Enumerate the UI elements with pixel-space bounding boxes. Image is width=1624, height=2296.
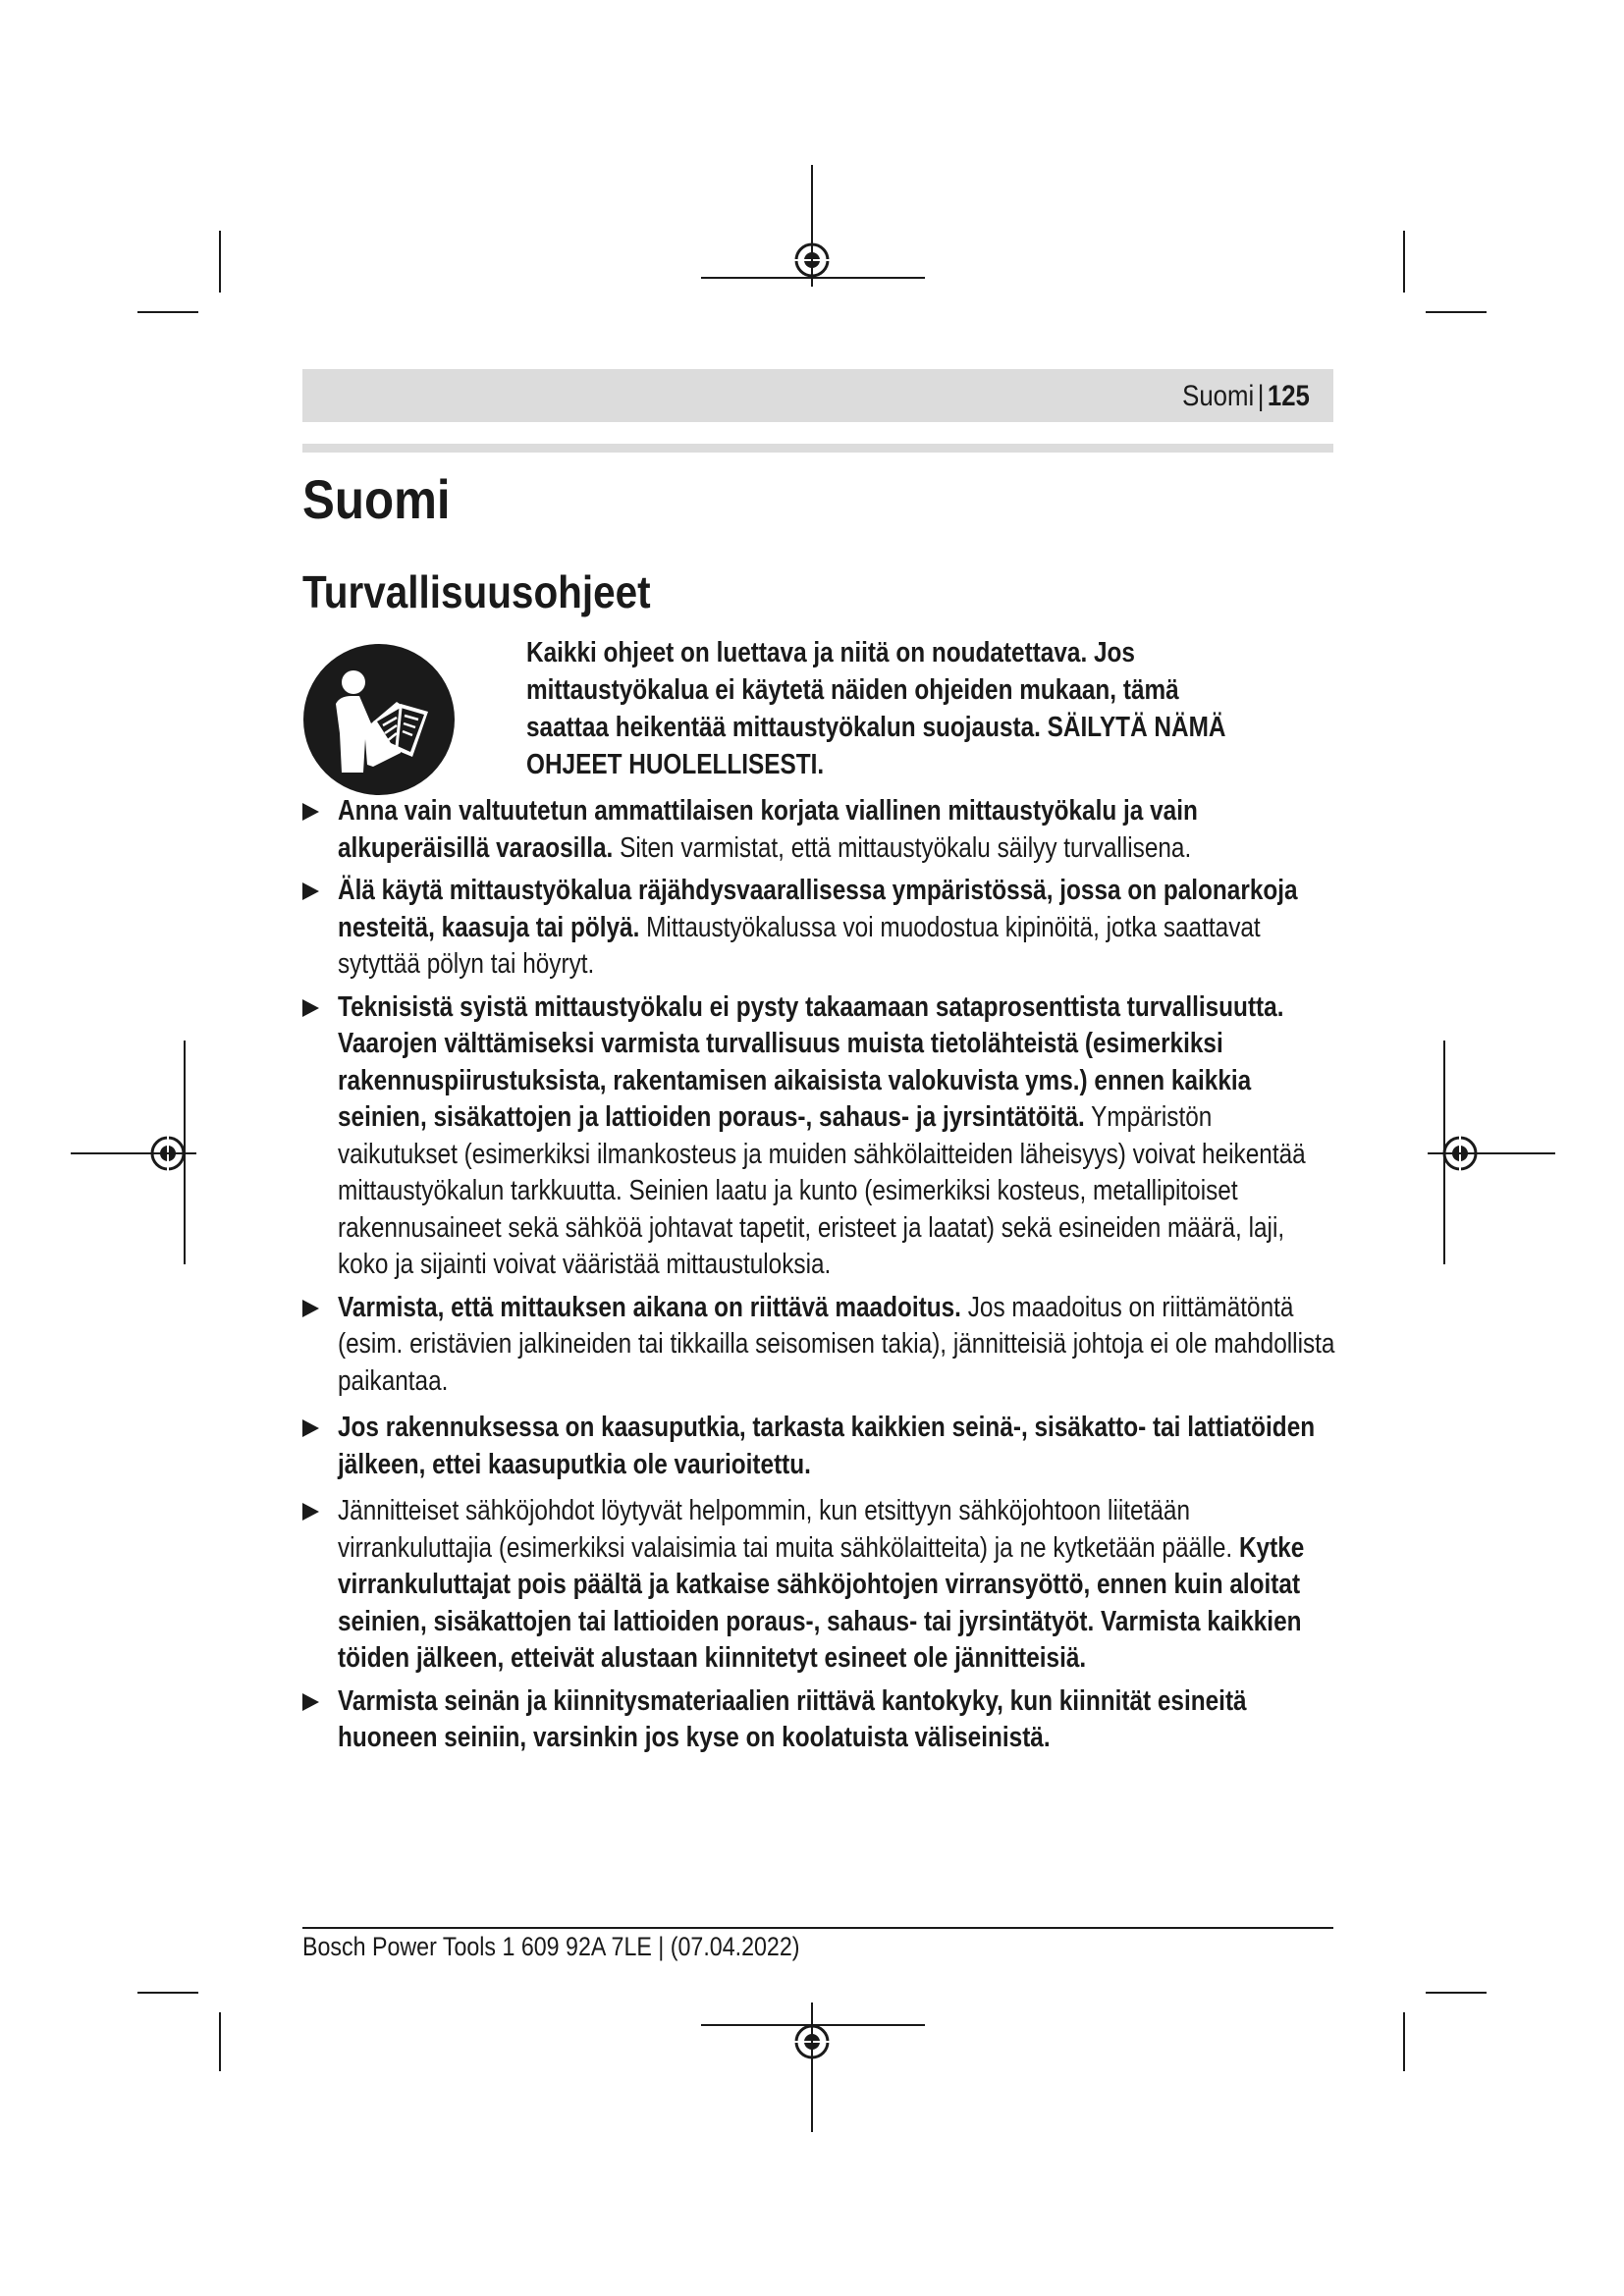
header-separator: | <box>1257 380 1265 412</box>
item-bold: Teknisistä syistä mittaustyökalu ei pysty takaamaan sataprosenttista turvallisuutta. Vaarojen välttämiseksi varmista turvallisuus muista tietolähteistä (esimerkiksi rakennuspiirustuksista, rakentamisen aikaisista valokuvista yms.) ennen kaikkia seinien, sisäkattojen ja lattioiden poraus-, sahaus- ja jyrsintätöitä. <box>338 990 1284 1133</box>
bullet-arrow-icon <box>302 1503 319 1521</box>
list-item-text <box>338 1683 1335 1757</box>
registration-target-bottom <box>792 2022 832 2061</box>
footer-rule <box>302 1927 1333 1929</box>
list-item <box>302 873 1343 984</box>
item-normal: Mittaustyökalussa voi muodostua kipinöitä, jotka saattavat sytyttää pölyn tai höyryt. <box>338 911 1261 980</box>
registration-target-left <box>148 1134 188 1173</box>
item-bold: Älä käytä mittaustyökalua räjähdysvaarallisessa ympäristössä, jossa on palonarkoja nesteitä, kaasuja tai pölyä. <box>338 875 1298 943</box>
item-bold: Varmista seinän ja kiinnitysmateriaalien riittävä kantokyky, kun kiinnität esineitä huoneen seiniin, varsinkin jos kyse on koolatuista väliseinistä. <box>338 1684 1247 1753</box>
list-item-text <box>338 1493 1335 1678</box>
safety-list <box>302 793 1343 1757</box>
bullet-arrow-icon <box>302 1693 319 1711</box>
list-item <box>302 1290 1343 1401</box>
registration-target-top <box>792 240 832 280</box>
list-item <box>302 1410 1343 1483</box>
intro-warning: Kaikki ohjeet on luettava ja niitä on noudatettava. Jos mittaustyökalua ei käytetä näiden ohjeiden mukaan, tämä saattaa heikentää mittaustyökalun suojausta. SÄILYTÄ NÄMÄ OHJEET HUOLELLISESTI. <box>526 637 1226 780</box>
list-item-text <box>338 1410 1335 1483</box>
list-item-text <box>338 989 1335 1284</box>
item-normal: Ympäristön vaikutukset (esimerkiksi ilmankosteus ja muiden sähkölaitteiden läheisyys) voivat heikentää mittaustyökalun tarkkuutta. Seinien laatu ja kunto (esimerkiksi kosteus, metallipitoiset rakennusaineet sekä sähköä johtavat tapetit, eristeet ja laatat) sekä esineiden määrä, laji, koko ja sijainti voivat vääristää mittaustuloksia. <box>338 1101 1306 1280</box>
item-normal: Jännitteiset sähköjohdot löytyvät helpommin, kun etsittyyn sähköjohtoon liitetään virrankuluttajia (esimerkiksi valaisimia tai muita sähkölaitteita) ja ne kytketään päälle. <box>338 1495 1239 1564</box>
item-normal: Jos maadoitus on riittämätöntä (esim. eristävien jalkineiden tai tikkailla seisomisen takia), jännitteisiä johtoja ei ole mahdollista paikantaa. <box>338 1291 1335 1397</box>
item-bold: Kytke virrankuluttajat pois päältä ja katkaise sähköjohtojen virransyöttö, ennen kuin aloitat seinien, sisäkattojen tai lattioiden poraus-, sahaus- tai jyrsintätyöt. Varmista kaikkien töiden jälkeen, etteivät alustaan kiinnitetyt esineet ole jännitteisiä. <box>338 1531 1305 1674</box>
list-item <box>302 989 1343 1284</box>
section-title: Turvallisuusohjeet <box>302 566 651 617</box>
item-bold: Jos rakennuksessa on kaasuputkia, tarkasta kaikkien seinä-, sisäkatto- tai lattiatöiden jälkeen, ettei kaasuputkia ole vaurioitettu. <box>338 1412 1316 1480</box>
running-header <box>302 369 1333 422</box>
footer-text: Bosch Power Tools 1 609 92A 7LE | (07.04.2022) <box>302 1932 800 1961</box>
item-bold: Anna vain valtuutetun ammattilaisen korjata viallinen mittaustyökalu ja vain alkuperäisillä varaosilla. <box>338 795 1198 864</box>
bullet-arrow-icon <box>302 1300 319 1317</box>
header-section: Suomi <box>1182 380 1255 412</box>
list-item-text <box>338 793 1335 867</box>
header-text <box>1182 380 1310 413</box>
read-manual-icon <box>302 643 456 796</box>
bullet-arrow-icon <box>302 999 319 1017</box>
list-item <box>302 1683 1343 1757</box>
item-bold: Varmista, että mittauksen aikana on riittävä maadoitus. <box>338 1291 961 1323</box>
bullet-arrow-icon <box>302 1419 319 1437</box>
list-item <box>302 1493 1343 1678</box>
list-item-text <box>338 873 1335 984</box>
page-title: Suomi <box>302 468 451 530</box>
page-number: 125 <box>1267 380 1310 412</box>
list-item <box>302 793 1343 867</box>
list-item-text <box>338 1290 1335 1401</box>
registration-target-right <box>1440 1134 1480 1173</box>
bullet-arrow-icon <box>302 882 319 900</box>
bullet-arrow-icon <box>302 803 319 821</box>
item-normal: Siten varmistat, että mittaustyökalu säilyy turvallisena. <box>613 831 1192 864</box>
header-rule <box>302 444 1333 453</box>
